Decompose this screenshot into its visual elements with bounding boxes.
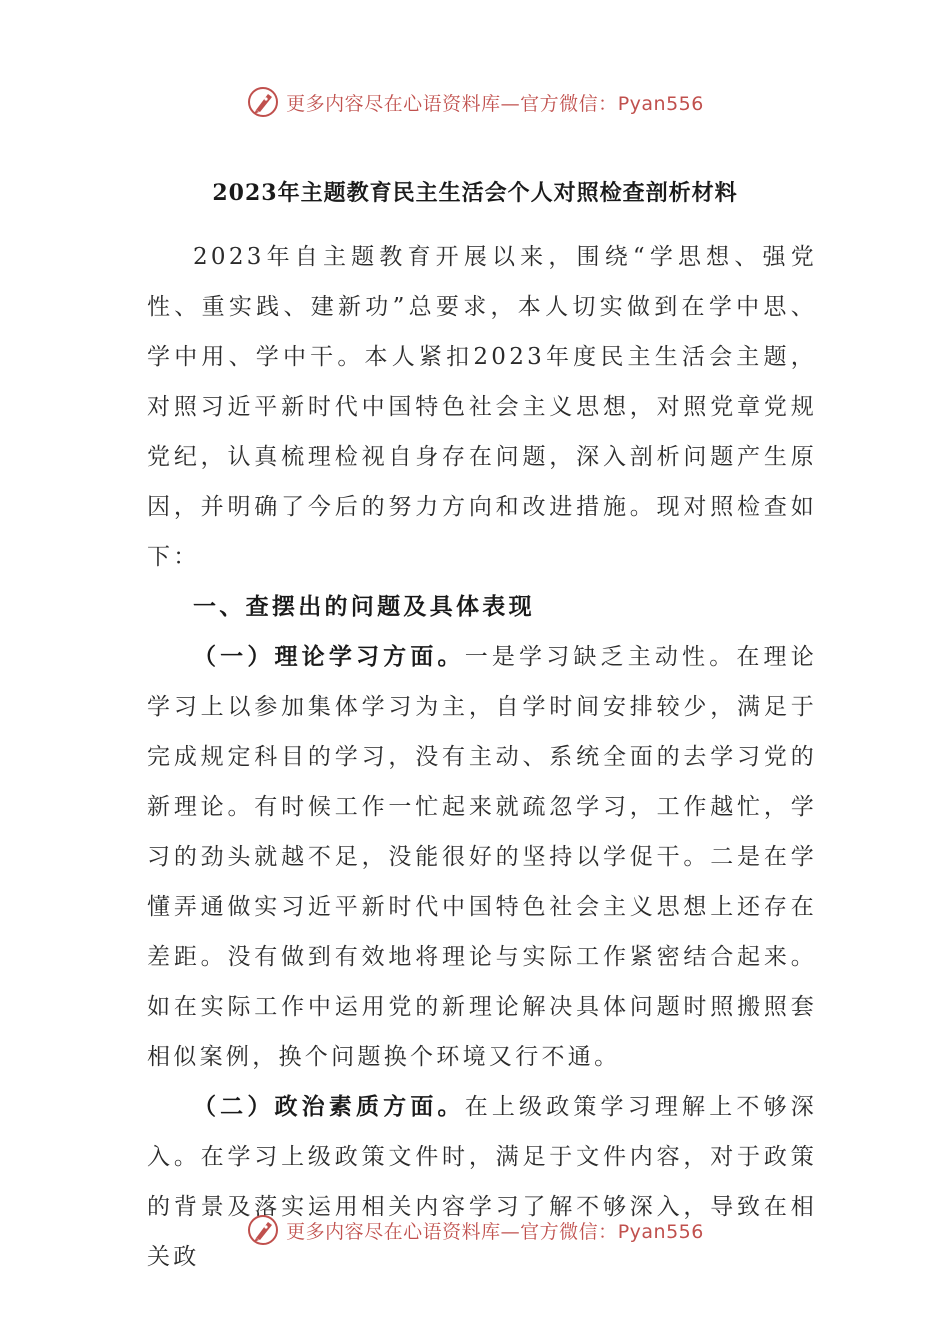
footer-watermark-banner [0, 1210, 950, 1250]
banner-main-text: 更多内容尽在心语资料库 [286, 1220, 501, 1243]
theory-study-paragraph [147, 632, 817, 1082]
banner-separator: — [500, 92, 521, 115]
theory-study-label: （一）理论学习方面。 [193, 643, 465, 670]
banner-text [286, 1217, 704, 1244]
banner-wechat-id: Pyan556 [617, 1220, 704, 1243]
banner-text [286, 89, 704, 116]
document-body [147, 232, 817, 1282]
section-heading: 一、查摆出的问题及具体表现 [193, 593, 535, 620]
document-title: 2023年主题教育民主生活会个人对照检查剖析材料 [212, 180, 738, 206]
political-quality-label: （二）政治素质方面。 [193, 1093, 465, 1120]
pen-nib-logo-icon [246, 85, 280, 119]
theory-study-text: 一是学习缺乏主动性。在理论学习上以参加集体学习为主，自学时间安排较少，满足于完成规定科目的学习，没有主动、系统全面的去学习党的新理论。有时候工作一忙起来就疏忽学习，工作越忙，学习的劲头就越不足，没能很好的坚持以学促干。二是在学懂弄通做实习近平新时代中国特色社会主义思想上还存在差距。没有做到有效地将理论与实际工作紧密结合起来。如在实际工作中运用党的新理论解决具体问题时照搬照套相似案例，换个问题换个环境又行不通。 [147, 644, 818, 1070]
banner-wechat-id: Pyan556 [617, 92, 704, 115]
intro-paragraph: 2023年自主题教育开展以来，围绕“学思想、强党性、重实践、建新功”总要求，本人切实做到在学中思、学中用、学中干。本人紧扣2023年度民主生活会主题，对照习近平新时代中国特色社会主义思想，对照党章党规党纪，认真梳理检视自身存在问题，深入剖析问题产生原因，并明确了今后的努力方向和改进措施。现对照检查如下： [147, 244, 817, 570]
header-watermark-banner [0, 82, 950, 122]
banner-main-text: 更多内容尽在心语资料库 [286, 92, 501, 115]
political-quality-text: 在上级政策学习理解上不够深入。在学习上级政策文件时，满足于文件内容，对于政策的背景及落实运用相关内容学习了解不够深入，导致在相关政 [147, 1094, 818, 1270]
banner-wechat-label: 官方微信： [520, 92, 618, 115]
banner-wechat-label: 官方微信： [520, 1220, 618, 1243]
pen-nib-logo-icon [246, 1213, 280, 1247]
banner-separator: — [500, 1220, 521, 1243]
political-quality-paragraph [147, 1082, 817, 1282]
